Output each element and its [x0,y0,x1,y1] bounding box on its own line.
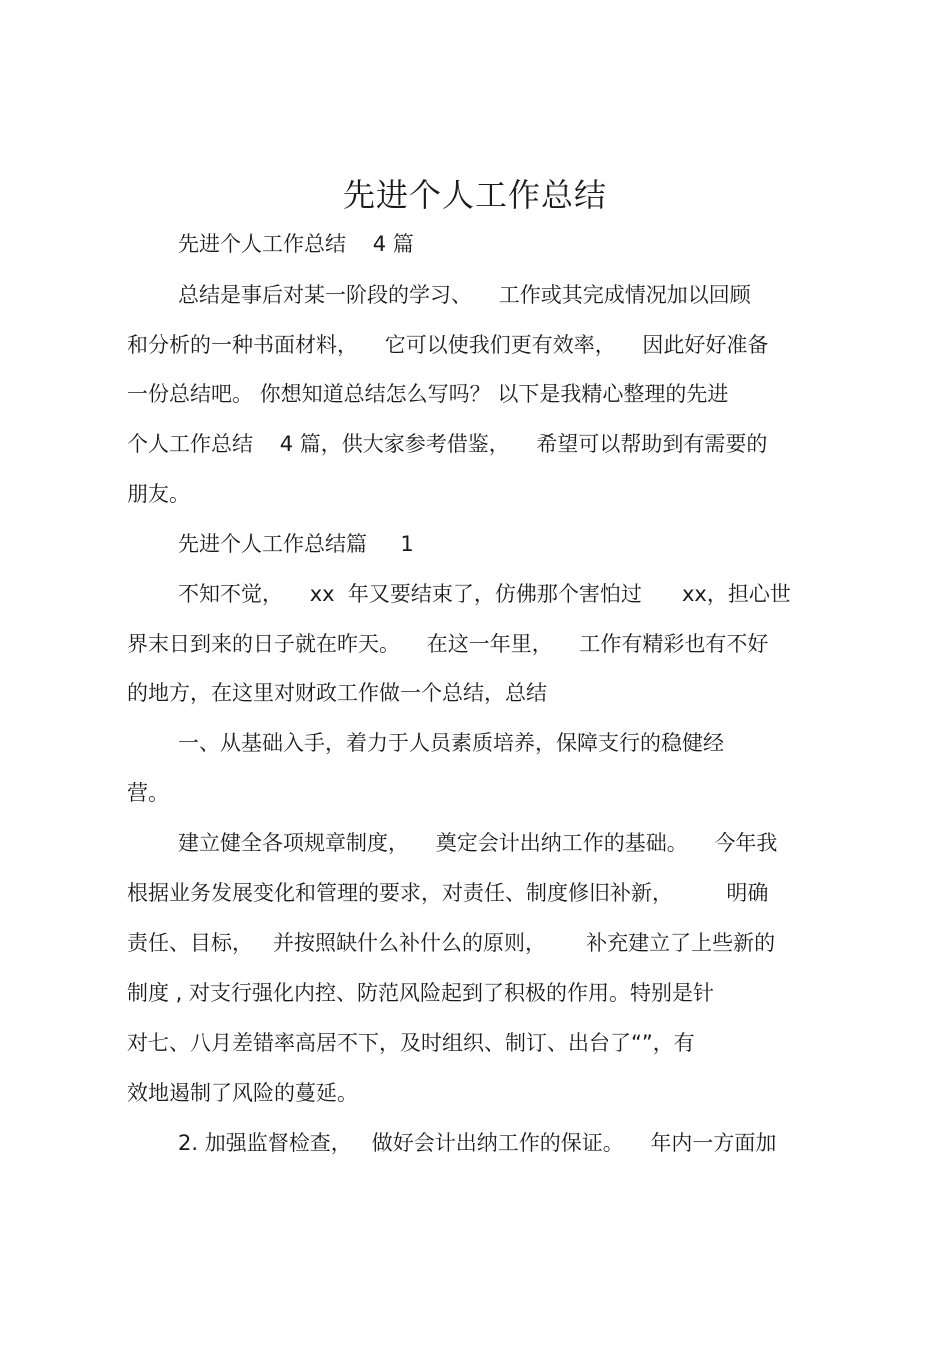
paragraph-line: 一份总结吧。 你想知道总结怎么写吗？ 以下是我精心整理的先进 [127,382,729,406]
paragraph-line: 不知不觉， xx 年又要结束了，仿佛那个害怕过 xx，担心世 [178,582,791,606]
paragraph-line: 2. 加强监督检查， 做好会计出纳工作的保证。 年内一方面加 [178,1131,777,1155]
section-heading: 先进个人工作总结篇 1 [178,532,414,556]
paragraph-line: 建立健全各项规章制度， 奠定会计出纳工作的基础。 今年我 [178,831,778,855]
paragraph-line: 效地遏制了风险的蔓延。 [127,1081,358,1105]
paragraph-line: 个人工作总结 4 篇，供大家参考借鉴， 希望可以帮助到有需要的 [127,432,768,456]
paragraph-line: 朋友。 [127,482,190,506]
paragraph-line: 界末日到来的日子就在昨天。 在这一年里， 工作有精彩也有不好 [127,632,769,656]
document-title: 先进个人工作总结 [342,176,607,214]
paragraph-line: 总结是事后对某一阶段的学习、 工作或其完成情况加以回顾 [178,283,751,307]
paragraph-line: 根据业务发展变化和管理的要求，对责任、制度修旧补新， 明确 [127,881,769,905]
subtitle-line: 先进个人工作总结 4 篇 [178,232,414,256]
paragraph-line: 营。 [127,781,169,805]
paragraph-line: 责任、目标， 并按照缺什么补什么的原则， 补充建立了上些新的 [127,931,776,955]
paragraph-line: 制度 , 对支行强化内控、防范风险起到了积极的作用。特别是针 [127,981,715,1005]
paragraph-line: 对七、八月差错率高居不下，及时组织、制订、出台了“”，有 [127,1031,695,1055]
paragraph-line: 一、从基础入手，着力于人员素质培养，保障支行的稳健经 [178,731,724,755]
paragraph-line: 的地方，在这里对财政工作做一个总结，总结 [127,681,547,705]
paragraph-line: 和分析的一种书面材料， 它可以使我们更有效率， 因此好好准备 [127,333,769,357]
